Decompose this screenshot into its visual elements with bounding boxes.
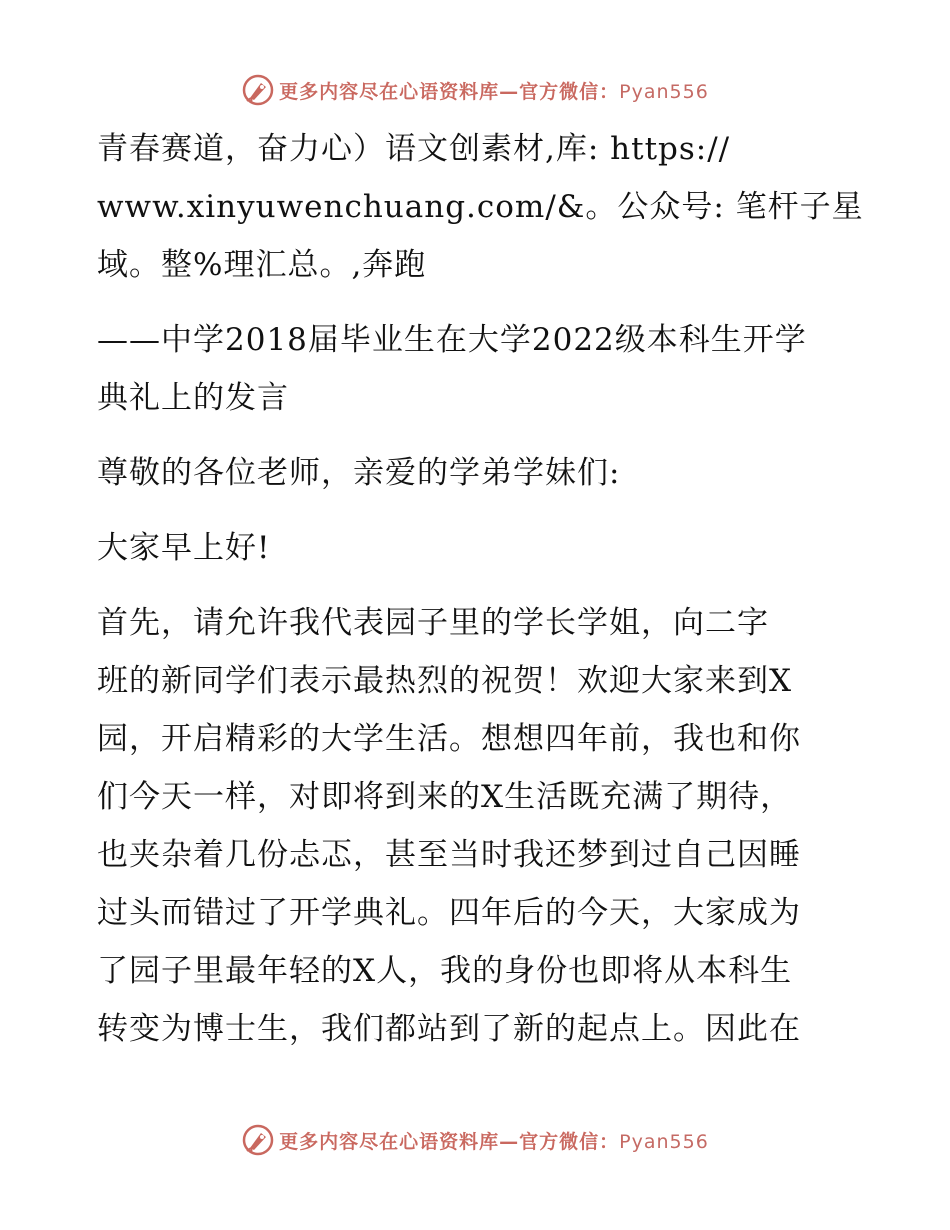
greeting: 大家早上好! [97,530,271,566]
body-line: 们今天一样，对即将到来的X生活既充满了期待， [97,779,793,815]
body-line: 班的新同学们表示最热烈的祝贺！欢迎大家来到X [97,663,793,699]
footer-watermark-banner [0,1120,950,1160]
subtitle-paragraph [97,311,857,427]
header-line: 青春赛道，奋力心）语文创素材,库: https:// [97,131,731,167]
header-paragraph [97,120,864,294]
document-body [97,120,864,1075]
body-line: 园，开启精彩的大学生活。想想四年前，我也和你 [97,721,801,757]
body-line: 过头而错过了开学典礼。四年后的今天，大家成为 [97,895,801,931]
body-line: 首先，请允许我代表园子里的学长学姐，向二字 [97,605,769,641]
banner-text: 更多内容尽在心语资料库—官方微信：Pyan556 [279,80,709,103]
subtitle-line: ——中学2018届毕业生在大学2022级本科生开学 [97,322,807,358]
salutation: 尊敬的各位老师，亲爱的学弟学妹们: [97,455,621,491]
wechat-id: Pyan556 [619,80,709,103]
header-watermark-banner [0,70,950,110]
body-line: 转变为博士生，我们都站到了新的起点上。因此在 [97,1011,801,1047]
pen-nib-logo-icon [241,73,275,107]
body-line: 也夹杂着几份忐忑，甚至当时我还梦到过自己因睡 [97,837,801,873]
salutation-paragraph [97,444,857,502]
greeting-paragraph [97,519,857,577]
body-line: 了园子里最年轻的X人，我的身份也即将从本科生 [97,953,793,989]
body-paragraph [97,594,857,1058]
wechat-id: Pyan556 [619,1130,709,1153]
banner-text: 更多内容尽在心语资料库—官方微信：Pyan556 [279,1130,709,1153]
header-line: www.xinyuwenchuang.com/&。公众号: 笔杆子星 [97,189,864,225]
header-line: 域。整%理汇总。,奔跑 [97,247,427,283]
pen-nib-logo-icon [241,1123,275,1157]
subtitle-line: 典礼上的发言 [97,380,289,416]
